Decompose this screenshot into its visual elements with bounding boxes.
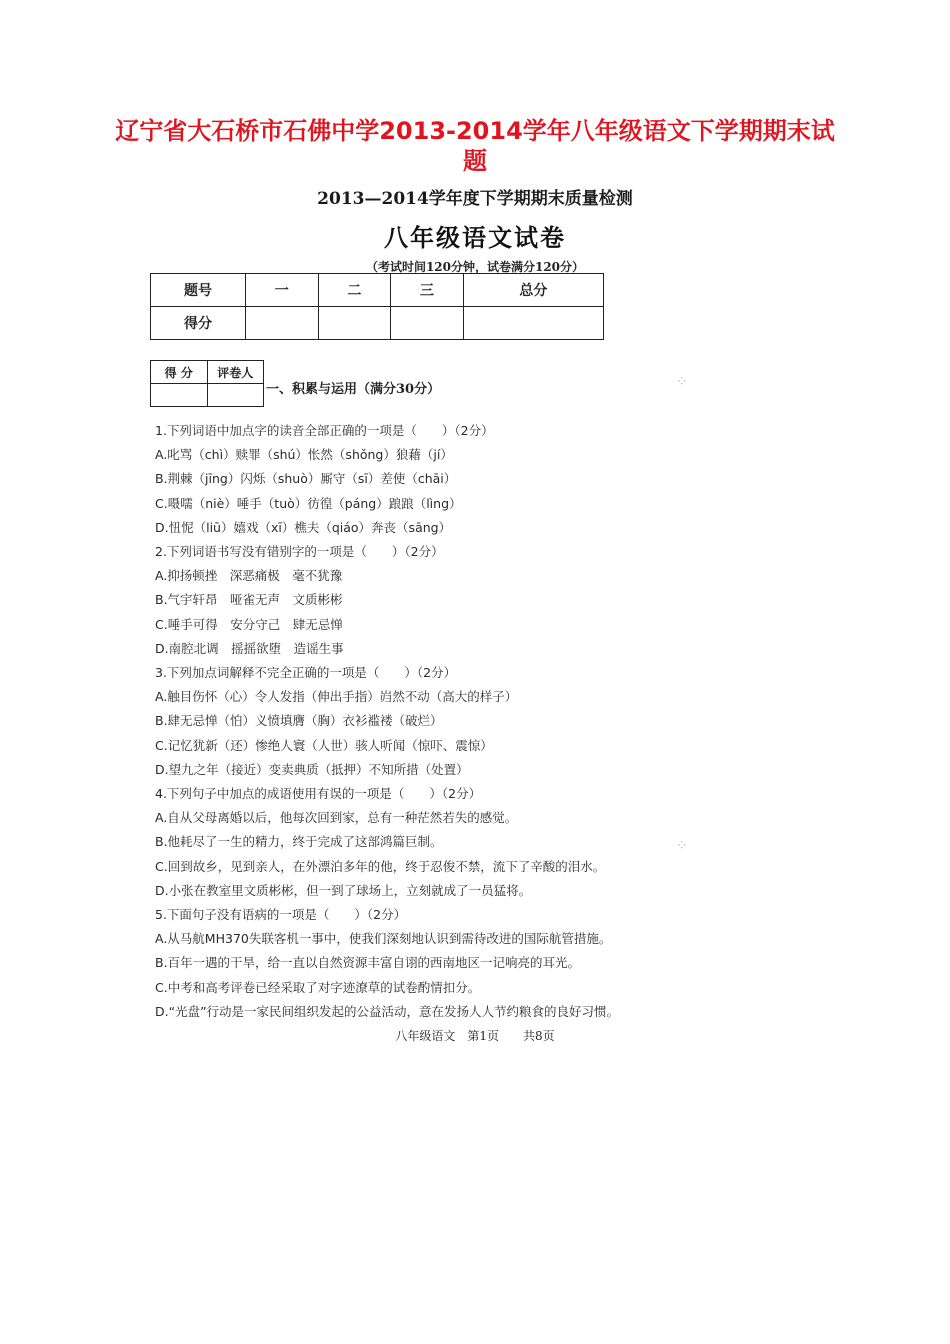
scan-speck-icon: ⁘	[676, 374, 688, 390]
question-line: A.抑扬顿挫 深恶痛极 毫不犹豫	[155, 568, 343, 584]
grader-table	[150, 360, 264, 407]
exam-subtitle: 2013—2014学年度下学期期末质量检测	[317, 189, 633, 209]
score-cell: 二	[318, 274, 391, 307]
score-table-score-row	[151, 307, 604, 340]
question-line: B.气宇轩昂 哑雀无声 文质彬彬	[155, 592, 343, 608]
question-line: A.从马航MH370失联客机一事中，使我们深刻地认识到需待改进的国际航管措施。	[155, 931, 612, 947]
exam-note: （考试时间120分钟，试卷满分120分）	[365, 260, 585, 274]
score-empty-cell	[463, 307, 603, 340]
document-title	[60, 116, 890, 176]
score-cell: 总分	[463, 274, 603, 307]
section-heading: 一、积累与运用（满分30分）	[266, 382, 441, 397]
question-line: B.他耗尽了一生的精力，终于完成了这部鸿篇巨制。	[155, 834, 443, 850]
score-table-header-row	[151, 274, 604, 307]
score-cell: 得分	[151, 307, 246, 340]
question-line: B.肆无忌惮（怕）义愤填膺（胸）衣衫褴褛（破烂）	[155, 713, 443, 729]
exam-main-title: 八年级语文试卷	[384, 223, 566, 252]
document-title-line1: 辽宁省大石桥市石佛中学2013-2014学年八年级语文下学期期末试	[115, 117, 835, 145]
question-line: D.望九之年（接近）变卖典质（抵押）不知所措（处置）	[155, 761, 469, 777]
question-line: 5.下面句子没有语病的一项是（ ）（2分）	[155, 907, 407, 923]
question-line: 2.下列词语书写没有错别字的一项是（ ）（2分）	[155, 544, 444, 560]
question-list	[155, 419, 715, 1024]
grader-name-label: 评卷人	[207, 361, 264, 384]
question-line: C.唾手可得 安分守己 肆无忌惮	[155, 616, 343, 632]
score-cell: 三	[391, 274, 464, 307]
score-cell: 一	[246, 274, 319, 307]
scan-speck-icon: ⁘	[676, 838, 688, 854]
score-empty-cell	[391, 307, 464, 340]
question-line: A.自从父母离婚以后，他每次回到家，总有一种茫然若失的感觉。	[155, 810, 518, 826]
question-line: D.小张在教室里文质彬彬，但一到了球场上，立刻就成了一员猛将。	[155, 882, 532, 898]
question-line: C.中考和高考评卷已经采取了对字迹潦草的试卷酌情扣分。	[155, 979, 481, 995]
score-table	[150, 273, 604, 340]
score-empty-cell	[246, 307, 319, 340]
question-line: 3.下列加点词解释不完全正确的一项是（ ）（2分）	[155, 665, 457, 681]
question-line: A.叱骂（chì）赎罪（shú）怅然（shǒng）狼藉（jí）	[155, 447, 453, 463]
score-cell: 题号	[151, 274, 246, 307]
question-line: D.忸怩（liū）嬉戏（xī）樵夫（qiáo）奔丧（sāng）	[155, 519, 452, 535]
grader-empty-cell	[151, 384, 208, 407]
grader-empty-cell	[207, 384, 264, 407]
question-line: D.南腔北调 摇摇欲堕 造谣生事	[155, 640, 344, 656]
question-line: B.荆棘（jīng）闪烁（shuò）厮守（sī）差使（chāi）	[155, 471, 457, 487]
page-footer: 八年级语文 第1页 共8页	[395, 1029, 555, 1043]
score-empty-cell	[318, 307, 391, 340]
grader-blank-row	[151, 384, 264, 407]
question-line: C.嗫嚅（niè）唾手（tuò）彷徨（páng）踉踉（lìng）	[155, 495, 462, 511]
question-line: 4.下列句子中加点的成语使用有误的一项是（ ）（2分）	[155, 786, 482, 802]
question-line: A.触目伤怀（心）令人发指（伸出手指）岿然不动（高大的样子）	[155, 689, 518, 705]
grader-score-label: 得 分	[151, 361, 208, 384]
question-line: 1.下列词语中加点字的读音全部正确的一项是（ ）（2分）	[155, 423, 494, 438]
question-line: C.回到故乡，见到亲人，在外漂泊多年的他，终于忍俊不禁，流下了辛酸的泪水。	[155, 858, 606, 874]
grader-header-row	[151, 361, 264, 384]
question-line: D.“光盘”行动是一家民间组织发起的公益活动，意在发扬人人节约粮食的良好习惯。	[155, 1003, 620, 1019]
question-line: B.百年一遇的干旱，给一直以自然资源丰富自诩的西南地区一记响亮的耳光。	[155, 955, 581, 971]
document-title-line2: 题	[463, 147, 487, 175]
question-line: C.记忆犹新（还）惨绝人寰（人世）骇人听闻（惊吓、震惊）	[155, 737, 493, 753]
